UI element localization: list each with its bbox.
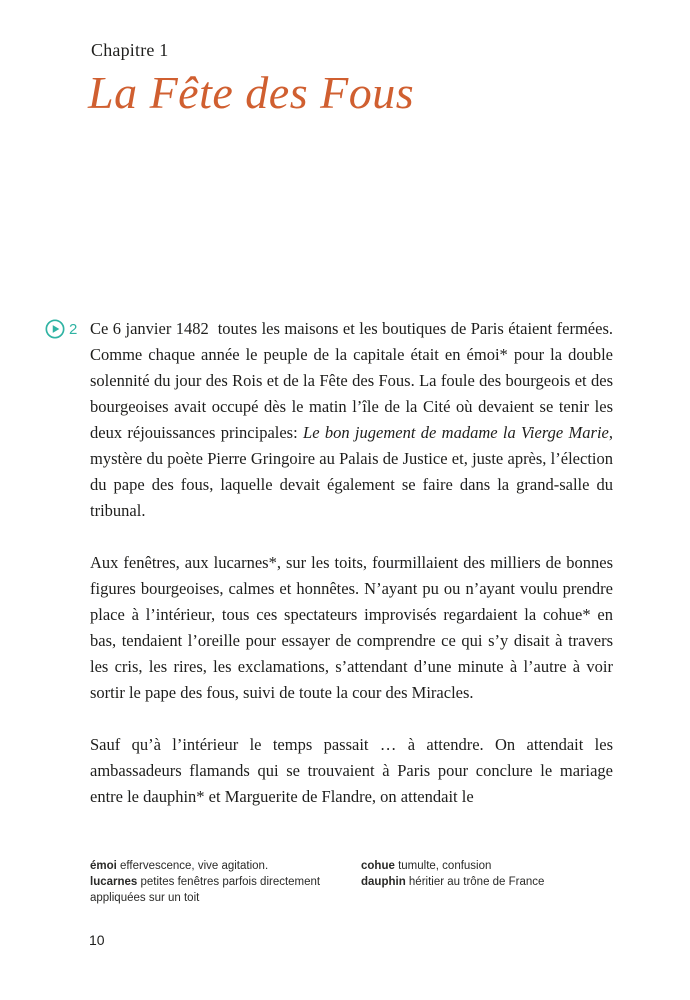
audio-track-number: 2 xyxy=(69,320,78,338)
glossary-entry xyxy=(361,874,614,890)
paragraph xyxy=(90,550,613,706)
paragraph xyxy=(90,316,613,524)
glossary-term: émoi xyxy=(90,860,117,872)
glossary-term: cohue xyxy=(361,860,395,872)
page-title: La Fête des Fous xyxy=(88,67,415,118)
glossary-definition: effervescence, vive agitation. xyxy=(116,860,269,872)
text-run: , mystère du poète Pierre Gringoire au Palais de Justice et, juste après, l’élection du pape des fous, laquelle devait également se faire dans la grand-salle du tribunal. xyxy=(90,423,613,520)
body-text xyxy=(90,316,613,836)
text-run: Sauf qu’à l’intérieur le temps passait … à attendre. On attendait les ambassadeurs flamands qui se trouvaient à Paris pour conclure le mariage entre le dauphin* et Marguerite de Flandre, on attendait le xyxy=(90,735,613,806)
glossary-left-column xyxy=(90,858,343,906)
glossary-definition: héritier au trône de France xyxy=(405,876,545,888)
glossary-definition: petites fenêtres parfois directement appliquées sur un toit xyxy=(90,876,321,904)
text-run: Le bon jugement de madame la Vierge Marie xyxy=(303,423,609,442)
page-number: 10 xyxy=(89,932,105,948)
audio-track-marker[interactable] xyxy=(45,319,77,339)
glossary-definition: tumulte, confusion xyxy=(394,860,492,872)
play-circle-icon[interactable] xyxy=(45,319,65,339)
glossary-entry xyxy=(361,858,614,874)
text-run: Aux fenêtres, aux lucarnes*, sur les toits, fourmillaient des milliers de bonnes figures bourgeoises, calmes et honnêtes. N’ayant pu ou n’ayant voulu prendre place à l’intérieur, tous ces spectateurs improvisés regardaient la cohue* en bas, tendaient l’oreille pour essayer de comprendre ce qui s’y disait à travers les cris, les rires, les exclamations, s’attendant d’une minute à l’autre à voir sortir le pape des fous, suivi de toute la cour des Miracles. xyxy=(90,553,613,702)
paragraph xyxy=(90,732,613,810)
glossary xyxy=(90,858,614,906)
glossary-term: dauphin xyxy=(361,876,406,888)
text-run: Ce 6 janvier 1482 toutes les maisons et les boutiques de Paris étaient fermées. Comme chaque année le peuple de la capitale était en émoi* pour la double solennité du jour des Rois et de la Fête des Fous. La foule des bourgeois et des bourgeoises avait occupé dès le matin l’île de la Cité où devaient se tenir les deux réjouissances principales: xyxy=(90,319,613,442)
chapter-label: Chapitre 1 xyxy=(91,40,169,60)
glossary-right-column xyxy=(361,858,614,906)
glossary-entry xyxy=(90,858,343,874)
glossary-entry xyxy=(90,874,343,906)
glossary-term: lucarnes xyxy=(90,876,138,888)
